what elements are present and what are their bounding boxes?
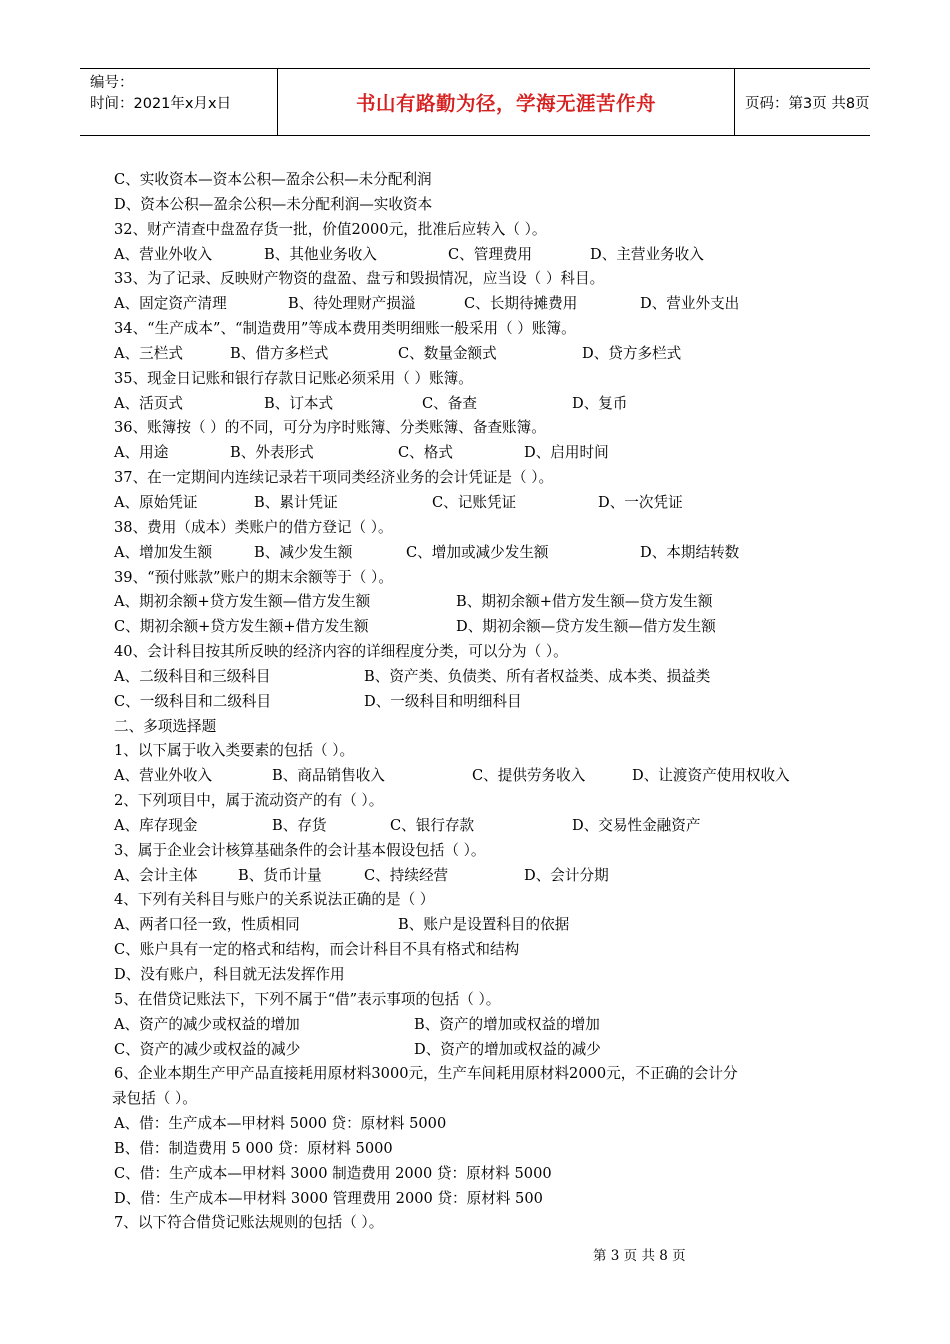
text-line: C、账户具有一定的格式和结构，而会计科目不具有格式和结构 — [114, 941, 520, 959]
number-label: 编号： — [90, 75, 134, 91]
option-item: D、启用时间 — [524, 444, 609, 462]
option-item: C、格式 — [398, 444, 453, 462]
text-line: B、借：制造费用 5 000 贷：原材料 5000 — [114, 1139, 393, 1157]
option-item: B、其他业务收入 — [264, 245, 377, 263]
option-item: A、活页式 — [114, 394, 183, 412]
option-item: B、减少发生额 — [254, 543, 353, 561]
option-item: B、订本式 — [264, 394, 334, 412]
option-item: D、本期结转数 — [640, 543, 740, 561]
options-row — [114, 1013, 854, 1038]
text-line: A、借：生产成本—甲材料 5000 贷：原材料 5000 — [114, 1115, 447, 1133]
option-item: A、营业外收入 — [114, 767, 213, 785]
options-row — [114, 665, 854, 690]
options-row — [114, 590, 854, 615]
text-line: D、借：生产成本—甲材料 3000 管理费用 2000 贷：原材料 500 — [114, 1189, 543, 1207]
option-item: B、累计凭证 — [254, 493, 338, 511]
text-line: 38、费用（成本）类账户的借方登记（ ）。 — [114, 518, 393, 536]
option-item: A、资产的减少或权益的增加 — [114, 1015, 300, 1033]
option-item: B、货币计量 — [238, 866, 322, 884]
option-item: D、营业外支出 — [640, 295, 740, 313]
options-row — [114, 292, 854, 317]
page-footer: 第 3 页 共 8 页 — [593, 1248, 686, 1264]
options-row — [114, 690, 854, 715]
options-row — [114, 913, 854, 938]
option-item: D、让渡资产使用权收入 — [632, 767, 790, 785]
text-line: C、实收资本—资本公积—盈余公积—未分配利润 — [114, 171, 432, 188]
option-item: B、资产的增加或权益的增加 — [414, 1015, 600, 1033]
option-item: C、资产的减少或权益的减少 — [114, 1040, 301, 1058]
text-line: 6、企业本期生产甲产品直接耗用原材料3000元，生产车间耗用原材料2000元，不正确的会计分 — [114, 1065, 738, 1083]
option-item: D、期初余额—贷方发生额—借方发生额 — [456, 618, 716, 636]
option-item: D、贷方多栏式 — [582, 344, 682, 362]
option-item: B、期初余额+借方发生额—贷方发生额 — [456, 593, 713, 611]
header-motto — [278, 69, 735, 135]
option-item: C、长期待摊费用 — [464, 295, 578, 313]
options-row — [114, 1038, 854, 1063]
options-row — [114, 615, 854, 640]
option-item: B、商品销售收入 — [272, 767, 385, 785]
option-item: C、备查 — [422, 394, 477, 412]
options-row — [114, 392, 854, 417]
text-line: 35、现金日记账和银行存款日记账必须采用（ ）账簿。 — [114, 369, 473, 387]
text-line: 1、以下属于收入类要素的包括（ ）。 — [114, 742, 355, 760]
options-row — [114, 764, 854, 789]
option-item: A、营业外收入 — [114, 245, 213, 263]
text-line: 33、为了记录、反映财产物资的盘盈、盘亏和毁损情况，应当设（ ）科目。 — [114, 270, 605, 288]
option-item: A、两者口径一致，性质相同 — [114, 916, 300, 934]
options-row — [114, 541, 854, 566]
options-row — [114, 864, 854, 889]
option-item: A、用途 — [114, 444, 169, 462]
option-item: D、交易性金融资产 — [572, 816, 701, 834]
time-label: 时间：2021年x月x日 — [90, 96, 232, 112]
option-item: C、记账凭证 — [432, 493, 517, 511]
option-item: B、待处理财产损溢 — [288, 295, 416, 313]
text-line: D、资本公积—盈余公积—未分配利润—实收资本 — [114, 195, 433, 213]
option-item: C、提供劳务收入 — [472, 767, 586, 785]
text-line: 34、“生产成本”、“制造费用”等成本费用类明细账一般采用（ ）账簿。 — [114, 320, 576, 338]
motto-text: 书山有路勤为径，学海无涯苦作舟 — [355, 92, 656, 115]
option-item: D、会计分期 — [524, 866, 609, 884]
options-row — [114, 491, 854, 516]
option-item: B、账户是设置科目的依据 — [398, 916, 570, 934]
option-item: B、资产类、负债类、所有者权益类、成本类、损益类 — [364, 667, 711, 685]
header-page-info: 页码：第3页 共8页 — [745, 95, 870, 112]
option-item: A、期初余额+贷方发生额—借方发生额 — [114, 593, 371, 611]
text-line: 二、多项选择题 — [114, 717, 217, 735]
text-line: 39、“预付账款”账户的期末余额等于（ ）。 — [114, 568, 393, 586]
option-item: B、借方多栏式 — [230, 344, 329, 362]
options-row — [114, 342, 854, 367]
option-item: A、二级科目和三级科目 — [114, 667, 271, 685]
option-item: A、三栏式 — [114, 344, 183, 362]
option-item: D、资产的增加或权益的减少 — [414, 1040, 601, 1058]
text-line: 2、下列项目中，属于流动资产的有（ ）。 — [114, 792, 384, 810]
option-item: A、会计主体 — [114, 866, 198, 884]
options-row — [114, 243, 854, 268]
document-body — [114, 168, 854, 1236]
option-item: C、数量金额式 — [398, 344, 497, 362]
text-line: 录包括（ ）。 — [112, 1090, 197, 1108]
option-item: D、复币 — [572, 394, 628, 412]
option-item: B、外表形式 — [230, 444, 314, 462]
text-line: 37、在一定期间内连续记录若干项同类经济业务的会计凭证是（ ）。 — [114, 469, 554, 487]
option-item: A、原始凭证 — [114, 493, 198, 511]
option-item: D、一级科目和明细科目 — [364, 692, 522, 710]
text-line: 40、会计科目按其所反映的经济内容的详细程度分类，可以分为（ ）。 — [114, 643, 568, 661]
option-item: A、增加发生额 — [114, 543, 213, 561]
text-line: 32、财产清查中盘盈存货一批，价值2000元，批准后应转入（ ）。 — [114, 220, 547, 238]
options-row — [114, 441, 854, 466]
page-header — [80, 68, 870, 136]
option-item: C、一级科目和二级科目 — [114, 692, 272, 710]
option-item: C、增加或减少发生额 — [406, 543, 549, 561]
text-line: 5、在借贷记账法下，下列不属于“借”表示事项的包括（ ）。 — [114, 990, 501, 1008]
text-line: 3、属于企业会计核算基础条件的会计基本假设包括（ ）。 — [114, 841, 486, 859]
option-item: C、持续经营 — [364, 866, 449, 884]
option-item: C、银行存款 — [390, 816, 475, 834]
option-item: D、一次凭证 — [598, 493, 683, 511]
option-item: C、期初余额+贷方发生额+借方发生额 — [114, 618, 369, 636]
header-meta — [80, 69, 278, 135]
text-line: 36、账簿按（ ）的不同，可分为序时账簿、分类账簿、备查账簿。 — [114, 419, 546, 437]
option-item: B、存货 — [272, 816, 327, 834]
option-item: C、管理费用 — [448, 245, 533, 263]
option-item: A、库存现金 — [114, 816, 198, 834]
text-line: D、没有账户，科目就无法发挥作用 — [114, 966, 345, 983]
option-item: D、主营业务收入 — [590, 245, 704, 263]
text-line: 4、下列有关科目与账户的关系说法正确的是（ ） — [114, 891, 435, 909]
option-item: A、固定资产清理 — [114, 295, 227, 313]
text-line: 7、以下符合借贷记账法规则的包括（ ）。 — [114, 1214, 384, 1232]
options-row — [114, 814, 854, 839]
text-line: C、借：生产成本—甲材料 3000 制造费用 2000 贷：原材料 5000 — [114, 1164, 552, 1182]
